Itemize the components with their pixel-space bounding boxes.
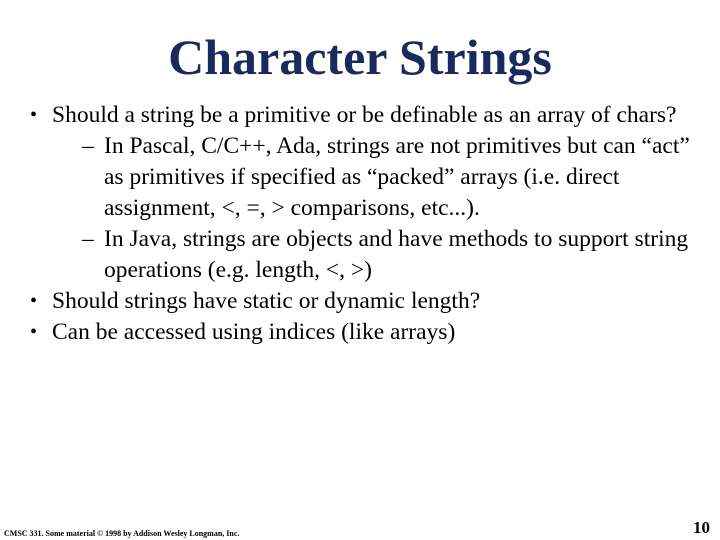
bullet-item [30,286,700,317]
sub-bullet-item [30,224,700,286]
sub-bullet-item [30,131,700,224]
bullet-icon: • [30,290,38,312]
bullet-text: Should a string be a primitive or be definable as an array of chars? [52,102,677,128]
bullet-text: Should strings have static or dynamic length? [52,288,481,314]
slide-body [30,100,700,348]
dash-icon: – [82,133,94,159]
sub-bullet-text: In Pascal, C/C++, Ada, strings are not primitives but can “act” as primitives if specified as “packed” arrays (i.e. direct assignment, <, =, > comparisons, etc...). [104,133,690,221]
sub-bullet-text: In Java, strings are objects and have methods to support string operations (e.g. length, <, >) [104,226,689,283]
slide-title: Character Strings [168,29,552,85]
bullet-icon: • [30,321,38,343]
bullet-item [30,317,700,348]
bullet-text: Can be accessed using indices (like arrays) [52,319,456,345]
bullet-item [30,100,700,131]
bullet-icon: • [30,104,38,126]
dash-icon: – [82,226,94,252]
page-number: 10 [693,518,710,537]
slide-footer: CMSC 331. Some material © 1998 by Addison Wesley Longman, Inc. [4,529,240,538]
